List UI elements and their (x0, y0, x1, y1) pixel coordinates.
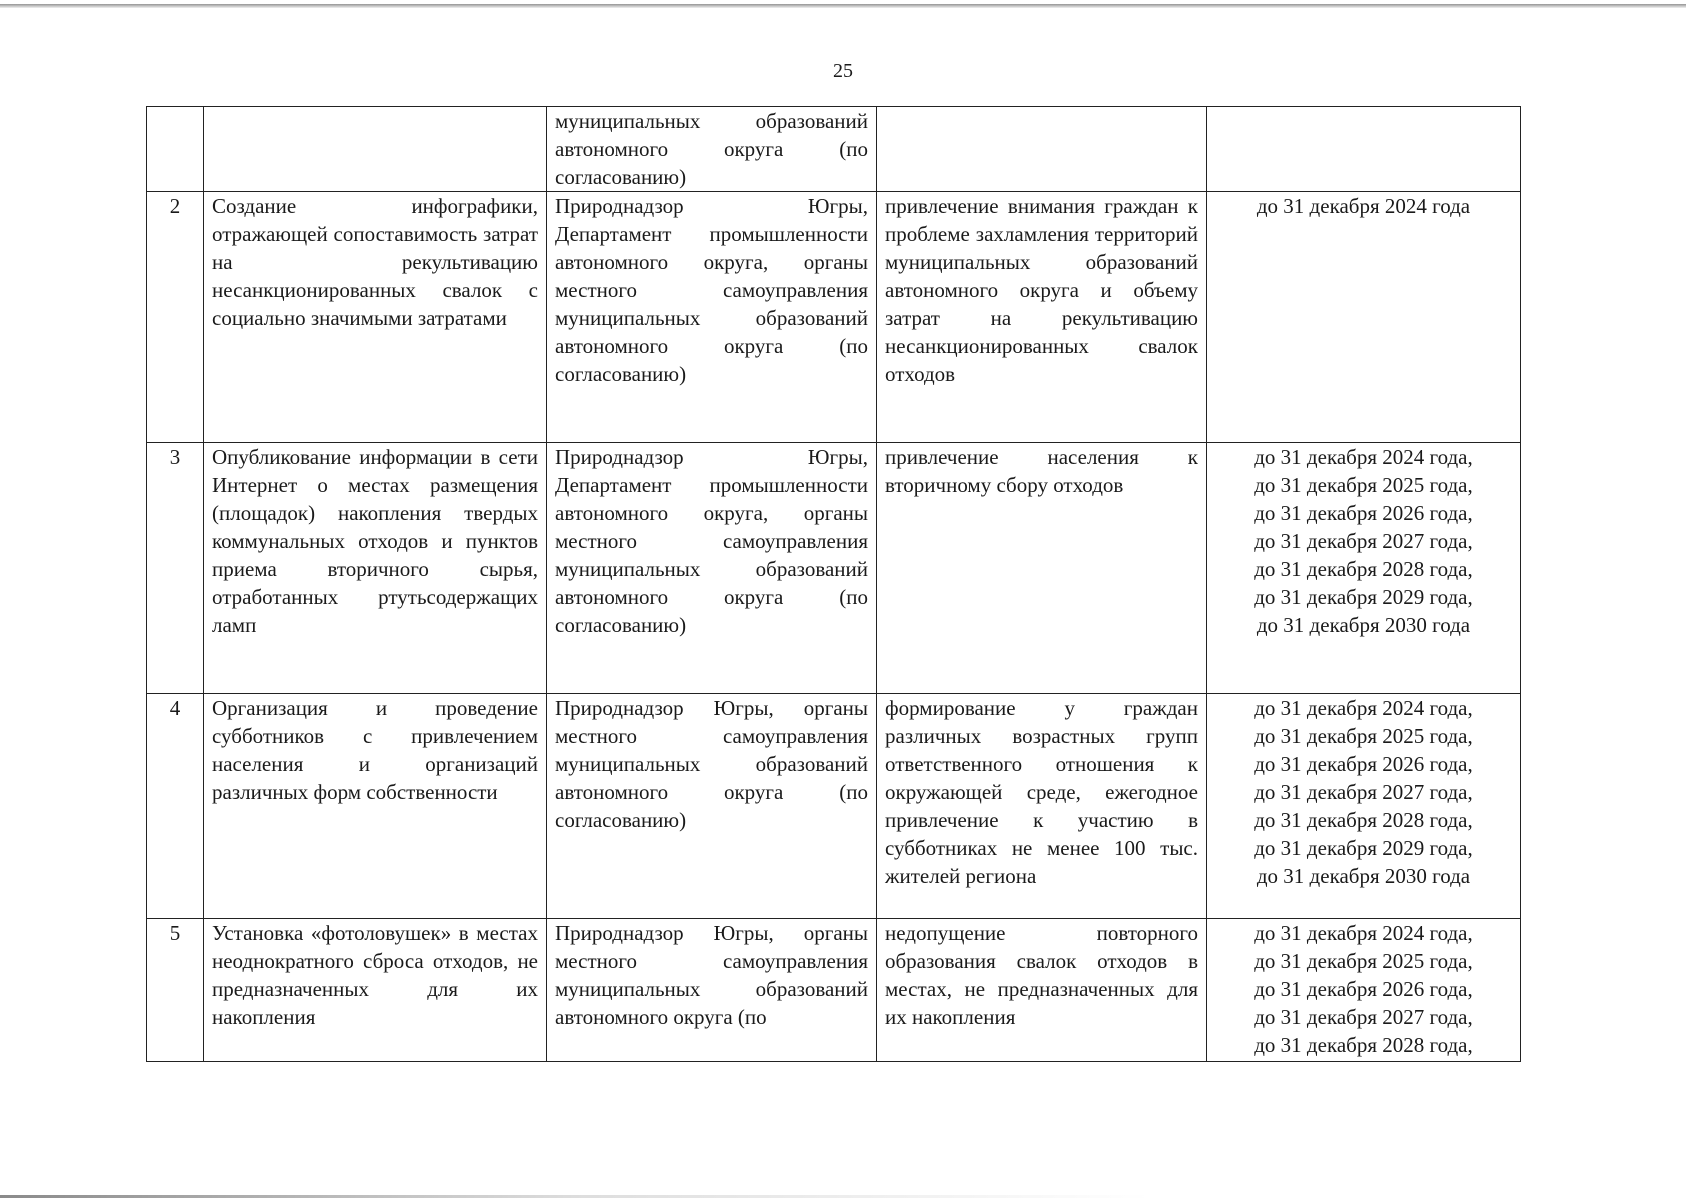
row-number (147, 107, 204, 192)
row-number: 4 (147, 694, 204, 919)
term-line: до 31 декабря 2024 года (1256, 194, 1471, 218)
table-row (147, 443, 1521, 694)
measures-table (146, 106, 1521, 1062)
term-line: до 31 декабря 2026 года, (1254, 752, 1473, 776)
action-cell (204, 107, 547, 192)
result-cell (877, 107, 1207, 192)
executors-cell: Природнадзор Югры, Департамент промышленности автономного округа, органы местного самоуправления муниципальных образований автономного округа (по согласованию) (547, 443, 877, 694)
row-number: 2 (147, 192, 204, 443)
term-line: до 31 декабря 2027 года, (1254, 529, 1473, 553)
executors-cell: муниципальных образований автономного округа (по согласованию) (547, 107, 877, 192)
table-row (147, 107, 1521, 192)
terms-cell (1207, 919, 1521, 1062)
term-line: до 31 декабря 2024 года, (1254, 696, 1473, 720)
result-cell: формирование у граждан различных возрастных групп ответственного отношения к окружающей среде, ежегодное привлечение к участию в субботниках не менее 100 тыс. жителей региона (877, 694, 1207, 919)
row-number: 3 (147, 443, 204, 694)
action-cell: Опубликование информации в сети Интернет о местах размещения (площадок) накопления твердых коммунальных отходов и пунктов приема вторичного сырья, отработанных ртутьсодержащих ламп (204, 443, 547, 694)
term-line: до 31 декабря 2027 года, (1254, 1005, 1473, 1029)
term-line: до 31 декабря 2028 года, (1254, 808, 1473, 832)
term-line: до 31 декабря 2030 года (1256, 864, 1471, 888)
term-line: до 31 декабря 2024 года, (1254, 921, 1473, 945)
result-cell: недопущение повторного образования свалок отходов в местах, не предназначенных для их накопления (877, 919, 1207, 1062)
executors-cell: Природнадзор Югры, органы местного самоуправления муниципальных образований автономного округа (по согласованию) (547, 694, 877, 919)
executors-cell: Природнадзор Югры, органы местного самоуправления муниципальных образований автономного округа (по (547, 919, 877, 1062)
table-row (147, 919, 1521, 1062)
executors-cell: Природнадзор Югры, Департамент промышленности автономного округа, органы местного самоуправления муниципальных образований автономного округа (по согласованию) (547, 192, 877, 443)
action-cell: Организация и проведение субботников с привлечением населения и организаций различных форм собственности (204, 694, 547, 919)
term-line: до 31 декабря 2025 года, (1254, 473, 1473, 497)
terms-cell (1207, 107, 1521, 192)
row-number: 5 (147, 919, 204, 1062)
term-line: до 31 декабря 2027 года, (1254, 780, 1473, 804)
table-row (147, 694, 1521, 919)
term-line: до 31 декабря 2028 года, (1254, 1033, 1473, 1057)
action-cell: Создание инфографики, отражающей сопоставимость затрат на рекультивацию несанкционированных свалок с социально значимыми затратами (204, 192, 547, 443)
action-cell: Установка «фотоловушек» в местах неоднократного сброса отходов, не предназначенных для их накопления (204, 919, 547, 1062)
result-cell: привлечение внимания граждан к проблеме захламления территорий муниципальных образований автономного округа и объему затрат на рекультивацию несанкционированных свалок отходов (877, 192, 1207, 443)
term-line: до 31 декабря 2026 года, (1254, 977, 1473, 1001)
scan-edge-top (0, 4, 1686, 8)
terms-cell (1207, 694, 1521, 919)
term-line: до 31 декабря 2024 года, (1254, 445, 1473, 469)
terms-cell (1207, 192, 1521, 443)
result-cell: привлечение населения к вторичному сбору отходов (877, 443, 1207, 694)
term-line: до 31 декабря 2025 года, (1254, 949, 1473, 973)
term-line: до 31 декабря 2030 года (1256, 613, 1471, 637)
scan-edge-bottom (0, 1195, 1150, 1198)
term-line: до 31 декабря 2029 года, (1254, 585, 1473, 609)
table-row (147, 192, 1521, 443)
term-line: до 31 декабря 2026 года, (1254, 501, 1473, 525)
term-line: до 31 декабря 2029 года, (1254, 836, 1473, 860)
term-line: до 31 декабря 2025 года, (1254, 724, 1473, 748)
term-line: до 31 декабря 2028 года, (1254, 557, 1473, 581)
terms-cell (1207, 443, 1521, 694)
page-number: 25 (833, 60, 853, 82)
